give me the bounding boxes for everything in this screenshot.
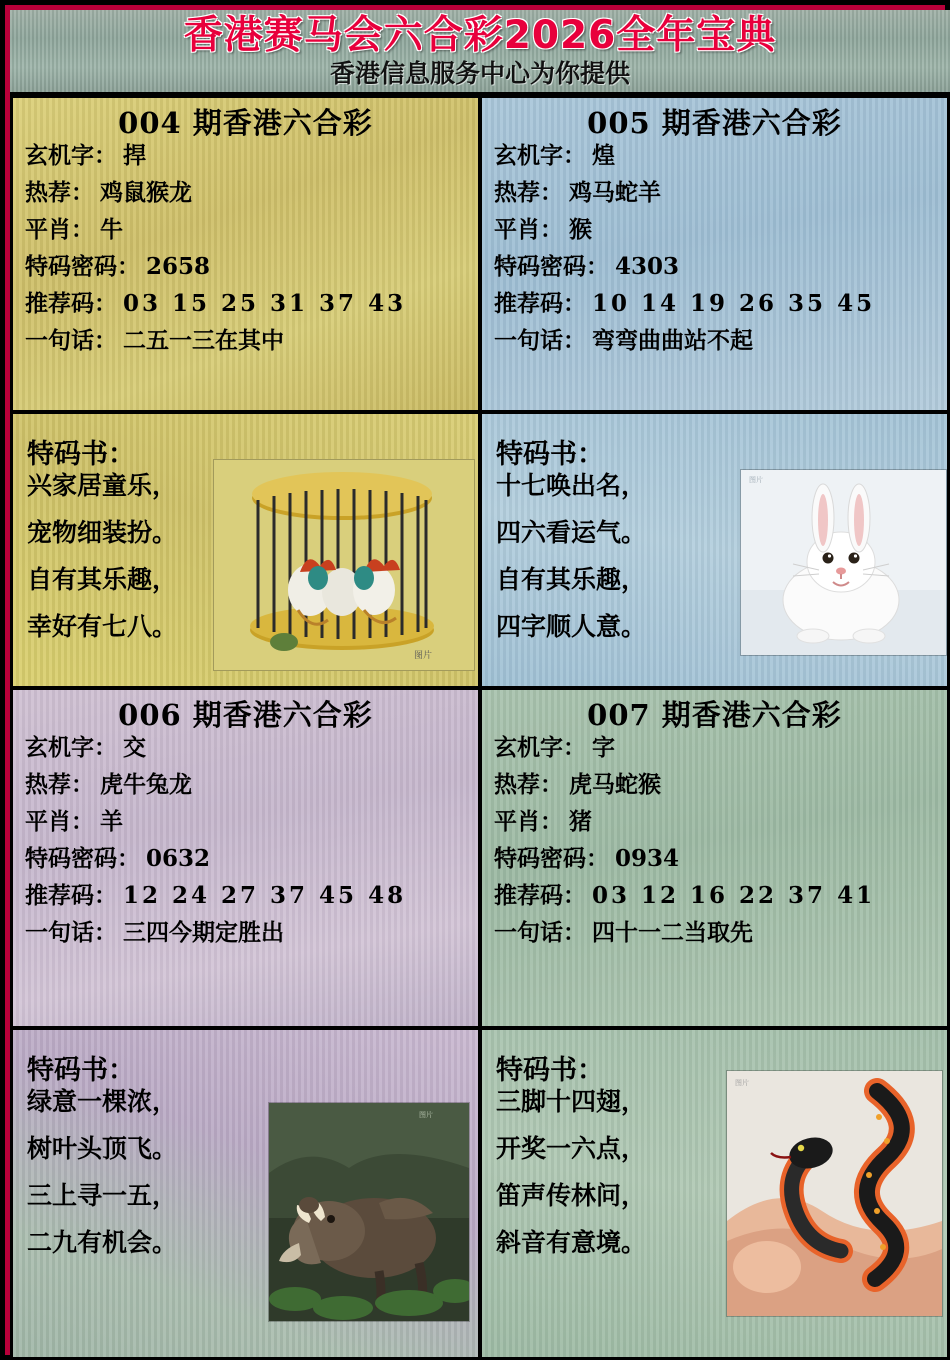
svg-text:图片: 图片 [419,1111,433,1119]
svg-text:图片: 图片 [735,1079,749,1087]
row-tuijianma-004 [25,292,466,316]
poem-line: 四字顺人意。 [496,612,647,641]
label-yijuhua: 一句话： [494,919,586,946]
value-pingxiao-006: 羊 [100,808,123,835]
row-pingxiao-006 [25,810,466,834]
row-pingxiao-004 [25,218,466,242]
value-yijuhua-007: 四十一二当取先 [592,919,753,946]
value-tuijianma-004: 03 15 25 31 37 43 [123,290,407,317]
row-pingxiao-007 [494,810,935,834]
value-tuijianma-006: 12 24 27 37 45 48 [123,882,407,909]
row-rejian-005 [494,181,935,205]
row-xuanjizi-005 [494,144,935,168]
poem-line: 宠物细装扮。 [27,518,178,547]
value-rejian-006: 虎牛兔龙 [100,771,192,798]
value-temimi-004: 2658 [146,253,211,280]
row-yijuhua-004 [25,329,466,353]
row-rejian-004 [25,181,466,205]
label-xuanjizi: 玄机字： [494,142,586,169]
row-tuijianma-005 [494,292,935,316]
svg-text:图片: 图片 [749,476,763,484]
label-rejian: 热荐： [25,179,94,206]
row-rejian-006 [25,773,466,797]
row-pingxiao-005 [494,218,935,242]
poem-head-007: 特码书： [496,1055,604,1086]
value-tuijianma-005: 10 14 19 26 35 45 [592,290,876,317]
label-pingxiao: 平肖： [494,808,563,835]
poem-line: 二九有机会。 [27,1228,178,1257]
value-xuanjizi-007: 字 [592,734,615,761]
page-title: 香港赛马会六合彩2026全年宝典 [183,13,777,58]
row-xuanjizi-006 [25,736,466,760]
label-xuanjizi: 玄机字： [494,734,586,761]
panel-007-info [479,687,950,1029]
value-tuijianma-007: 03 12 16 22 37 41 [592,882,876,909]
row-tuijianma-007 [494,884,935,908]
panel-title-005: 005 期香港六合彩 [587,106,842,140]
panel-005-info [479,95,950,413]
label-tuijianma: 推荐码： [494,882,586,909]
row-yijuhua-007 [494,921,935,945]
panel-004-poem [10,411,481,689]
poem-line: 自有其乐趣， [27,565,178,594]
label-temimi: 特码密码： [25,845,140,872]
wild-boar-photo [268,1102,470,1322]
value-temimi-005: 4303 [615,253,680,280]
poem-line: 三上寻一五， [27,1181,178,1210]
panel-007-poem [479,1027,950,1360]
label-temimi: 特码密码： [494,253,609,280]
label-temimi: 特码密码： [25,253,140,280]
value-rejian-004: 鸡鼠猴龙 [100,179,192,206]
label-rejian: 热荐： [494,771,563,798]
poem-line: 绿意一棵浓， [27,1087,178,1116]
row-yijuhua-005 [494,329,935,353]
panel-title-004: 004 期香港六合彩 [118,106,373,140]
poem-line: 斜音有意境。 [496,1228,647,1257]
row-temimi-004 [25,255,466,279]
label-tuijianma: 推荐码： [25,882,117,909]
rooster-cage-photo [213,459,475,671]
label-rejian: 热荐： [494,179,563,206]
poem-line: 四六看运气。 [496,518,647,547]
white-rabbit-photo [740,469,947,656]
label-yijuhua: 一句话： [494,327,586,354]
page-subtitle: 香港信息服务中心为你提供 [329,59,630,88]
poem-head-005: 特码书： [496,439,604,470]
row-rejian-007 [494,773,935,797]
poem-line: 三脚十四翅， [496,1087,647,1116]
label-pingxiao: 平肖： [25,216,94,243]
poem-line: 幸好有七八。 [27,612,178,641]
snake-on-hand-photo [726,1070,943,1317]
panel-006-poem [10,1027,481,1360]
value-yijuhua-006: 三四今期定胜出 [123,919,284,946]
row-temimi-007 [494,847,935,871]
label-pingxiao: 平肖： [494,216,563,243]
label-pingxiao: 平肖： [25,808,94,835]
panel-grid [10,95,950,1360]
label-temimi: 特码密码： [494,845,609,872]
poem-line: 开奖一六点， [496,1134,647,1163]
row-temimi-006 [25,847,466,871]
value-pingxiao-004: 牛 [100,216,123,243]
panel-title-007: 007 期香港六合彩 [587,698,842,732]
row-xuanjizi-007 [494,736,935,760]
value-pingxiao-005: 猴 [569,216,592,243]
poem-head-006: 特码书： [27,1055,135,1086]
poem-line: 树叶头顶飞。 [27,1134,178,1163]
value-pingxiao-007: 猪 [569,808,592,835]
value-rejian-005: 鸡马蛇羊 [569,179,661,206]
label-yijuhua: 一句话： [25,919,117,946]
value-rejian-007: 虎马蛇猴 [569,771,661,798]
value-temimi-007: 0934 [615,845,680,872]
row-xuanjizi-004 [25,144,466,168]
label-xuanjizi: 玄机字： [25,142,117,169]
row-yijuhua-006 [25,921,466,945]
svg-text:图片: 图片 [414,651,433,661]
poem-line: 笛声传林问， [496,1181,647,1210]
label-yijuhua: 一句话： [25,327,117,354]
panel-title-006: 006 期香港六合彩 [118,698,373,732]
value-xuanjizi-006: 交 [123,734,146,761]
poem-line: 兴家居童乐， [27,471,178,500]
value-yijuhua-005: 弯弯曲曲站不起 [592,327,753,354]
poem-line: 十七唤出名， [496,471,647,500]
value-yijuhua-004: 二五一三在其中 [123,327,284,354]
poem-line: 自有其乐趣， [496,565,647,594]
label-xuanjizi: 玄机字： [25,734,117,761]
panel-006-info [10,687,481,1029]
panel-005-poem [479,411,950,689]
label-rejian: 热荐： [25,771,94,798]
value-temimi-006: 0632 [146,845,211,872]
label-tuijianma: 推荐码： [494,290,586,317]
label-tuijianma: 推荐码： [25,290,117,317]
value-xuanjizi-005: 煌 [592,142,615,169]
row-temimi-005 [494,255,935,279]
panel-004-info [10,95,481,413]
value-xuanjizi-004: 捍 [123,142,146,169]
row-tuijianma-006 [25,884,466,908]
poem-head-004: 特码书： [27,439,135,470]
poster-header [10,10,950,95]
